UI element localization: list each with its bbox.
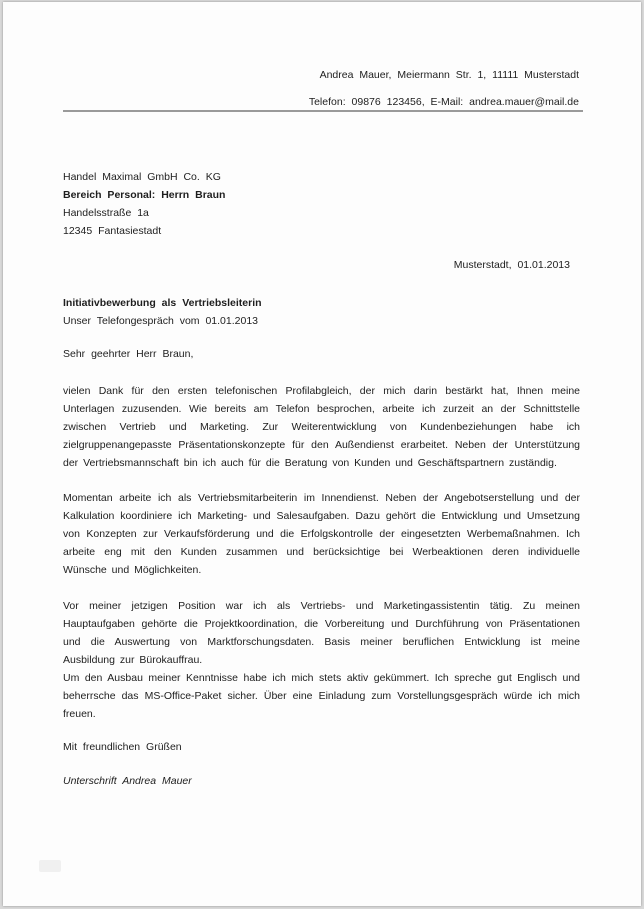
salutation: Sehr geehrter Herr Braun, bbox=[63, 348, 194, 360]
closing: Mit freundlichen Grüßen bbox=[63, 741, 182, 753]
recipient-company: Handel Maximal GmbH Co. KG bbox=[63, 171, 221, 183]
letter-reference: Unser Telefongespräch vom 01.01.2013 bbox=[63, 315, 259, 327]
letter-date: Musterstadt, 01.01.2013 bbox=[453, 259, 570, 271]
subject-block bbox=[63, 294, 262, 330]
body-paragraph: Um den Ausbau meiner Kenntnisse habe ich mich stets aktiv gekümmert. Ich spreche gut Englisch und beherrsche das MS-Office-Paket sicher. Über eine Einladung zum Vorstellungsgespräch würde ich mich freuen. bbox=[63, 672, 580, 720]
recipient-address bbox=[63, 168, 225, 240]
recipient-street: Handelsstraße 1a bbox=[63, 207, 149, 219]
sender-address: Andrea Mauer, Meiermann Str. 1, 11111 Musterstadt bbox=[319, 69, 579, 81]
watermark-mark bbox=[39, 860, 61, 872]
sender-contact: Telefon: 09876 123456, E-Mail: andrea.mauer@mail.de bbox=[308, 96, 579, 108]
signature: Unterschrift Andrea Mauer bbox=[63, 775, 192, 787]
body-paragraph: Momentan arbeite ich als Vertriebsmitarbeiterin im Innendienst. Neben der Angebotserstellung und der Kalkulation koordiniere ich Marketing- und Salesaufgaben. Dazu gehört die Entwicklung und Umsetzung von Konzepten zur Verkaufsförderung und die Erfolgskontrolle der eingesetzten Werbemaßnahmen. Ich arbeite eng mit den Kunden zusammen und berücksichtige bei Werbeaktionen deren individuelle Wünsche und Möglichkeiten. bbox=[63, 492, 580, 576]
body-paragraph: vielen Dank für den ersten telefonischen Profilabgleich, der mich darin bestärkt hat, Ihnen meine Unterlagen zuzusenden. Wie bereits am Telefon besprochen, arbeite ich zurzeit an der Schnittstelle zwischen Vertrieb und Marketing. Zur Weiterentwicklung von Kundenbeziehungen habe ich zielgruppenangepasste Präsentationskonzepte für den Außendienst erarbeitet. Neben der Unterstützung der Vertriebsmannschaft bin ich auch für die Beratung von Kunden und Geschäftspartnern zuständig. bbox=[63, 385, 580, 469]
letter-page bbox=[3, 2, 641, 906]
body-paragraph: Vor meiner jetzigen Position war ich als Vertriebs- und Marketingassistentin tätig. Zu meinen Hauptaufgaben gehörte die Projektkoordination, die Vorbereitung und Durchführung von Präsentationen und die Auswertung von Marktforschungsdaten. Basis meiner beruflichen Entwicklung ist meine Ausbildung zur Bürokauffrau. bbox=[63, 600, 580, 666]
header-divider bbox=[63, 110, 583, 112]
recipient-city: 12345 Fantasiestadt bbox=[63, 225, 162, 237]
letter-subject: Initiativbewerbung als Vertriebsleiterin bbox=[63, 297, 262, 309]
recipient-department: Bereich Personal: Herrn Braun bbox=[63, 189, 226, 201]
